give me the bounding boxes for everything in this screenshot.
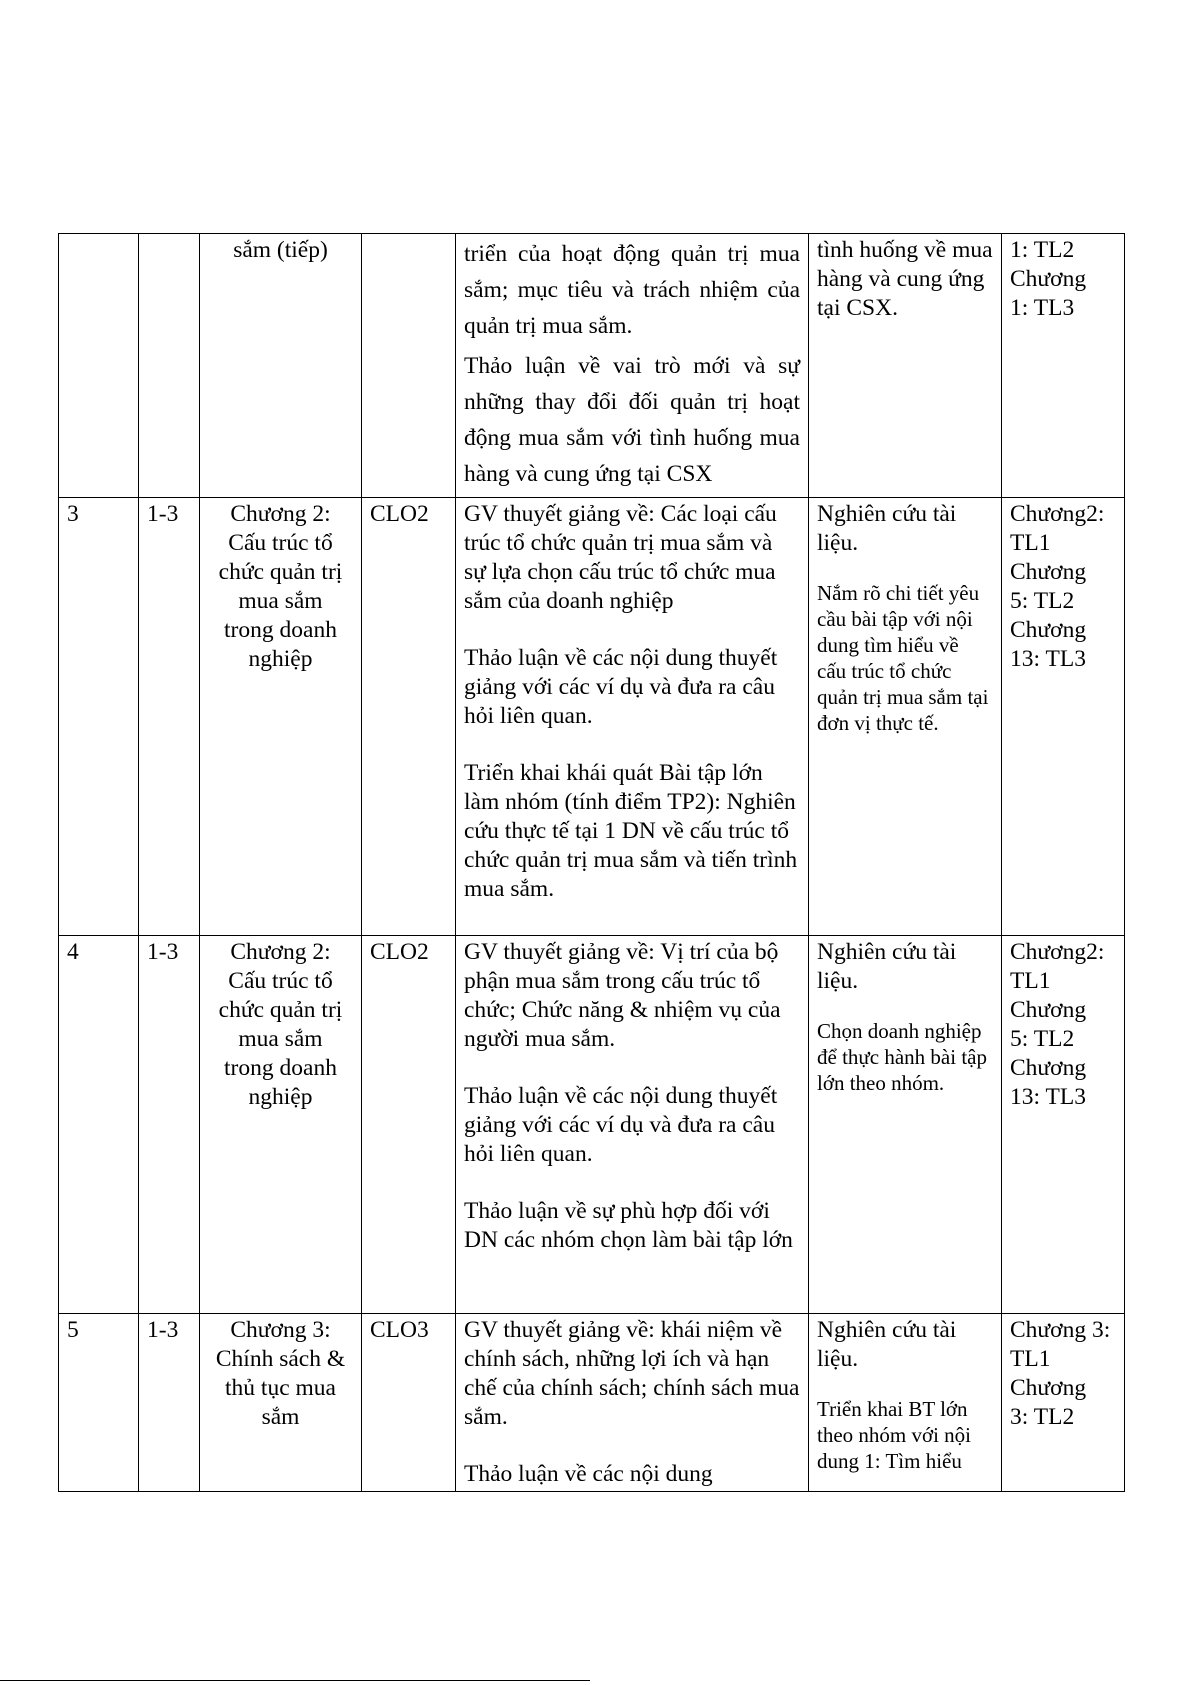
week-cell: 4 (59, 936, 139, 1314)
chapter-cell (200, 1314, 362, 1492)
chapter-line: Chương 3: (230, 1317, 331, 1343)
activity-paragraph: Triển khai khái quát Bài tập lớn làm nhóm (tính điểm TP2): Nghiên cứu thực tế tại 1 DN về cấu trúc tổ chức quản trị mua sắm và tiến trình mua sắm. (464, 760, 798, 902)
chapter-line: Chương 2: (230, 939, 331, 965)
week-cell: 3 (59, 498, 139, 936)
chapter-line: Chính sách & (215, 1346, 346, 1372)
chapter-line: nghiệp (248, 646, 313, 672)
activity-paragraph: Thảo luận về các nội dung thuyết giảng với các ví dụ và đưa ra câu hỏi liên quan. (464, 645, 778, 729)
activity-paragraph: GV thuyết giảng về: khái niệm về chính sách, những lợi ích và hạn chế của chính sách; chính sách mua sắm. (464, 1317, 800, 1430)
self-study-paragraph: Triển khai BT lớn theo nhóm với nội dung 1: Tìm hiểu (817, 1397, 972, 1473)
period-cell: 1-3 (139, 936, 200, 1314)
self-study-cell (809, 234, 1002, 498)
period-cell: 1-3 (139, 1314, 200, 1492)
table-row (59, 498, 1125, 936)
table-row (59, 1314, 1125, 1492)
reference-cell (1002, 498, 1125, 936)
reference-line: TL1 (1010, 1346, 1051, 1372)
reference-line: Chương (1010, 1055, 1087, 1081)
week-cell: 5 (59, 1314, 139, 1492)
activity-paragraph: GV thuyết giảng về: Vị trí của bộ phận mua sắm trong cấu trúc tổ chức; Chức năng & nhiệm vụ của người mua sắm. (464, 939, 781, 1052)
chapter-line: sắm (261, 1404, 300, 1430)
chapter-line: nghiệp (248, 1084, 313, 1110)
chapter-line: trong doanh (224, 617, 337, 643)
reference-line: TL1 (1010, 968, 1051, 994)
reference-line: Chương (1010, 617, 1087, 643)
activity-paragraph: Thảo luận về các nội dung (464, 1461, 713, 1487)
reference-cell (1002, 1314, 1125, 1492)
reference-line: 5: TL2 (1010, 588, 1075, 614)
self-study-cell (809, 936, 1002, 1314)
chapter-line: chức quản trị (218, 997, 343, 1023)
reference-cell (1002, 234, 1125, 498)
self-study-paragraph: Chọn doanh nghiệp để thực hành bài tập lớn theo nhóm. (817, 1019, 987, 1095)
activity-cell (456, 936, 809, 1314)
self-study-paragraph: tình huống về mua hàng và cung ứng tại CSX. (817, 237, 993, 321)
reference-line: Chương2: (1010, 501, 1105, 527)
clo-cell: CLO2 (362, 498, 456, 936)
activity-paragraph: Thảo luận về sự phù hợp đối với DN các nhóm chọn làm bài tập lớn (464, 1198, 793, 1253)
chapter-line: mua sắm (238, 1026, 323, 1052)
chapter-line: mua sắm (238, 588, 323, 614)
period-cell (139, 234, 200, 498)
activity-paragraph: triển của hoạt động quản trị mua sắm; mục tiêu và trách nhiệm của quản trị mua sắm. (464, 241, 800, 339)
chapter-cell (200, 498, 362, 936)
self-study-paragraph: Nghiên cứu tài liệu. (817, 1317, 957, 1372)
chapter-line: Chương 2: (230, 501, 331, 527)
reference-line: 13: TL3 (1010, 1084, 1086, 1110)
self-study-paragraph: Nghiên cứu tài liệu. (817, 939, 957, 994)
reference-line: Chương2: (1010, 939, 1105, 965)
chapter-line: thủ tục mua (225, 1375, 336, 1401)
clo-cell: CLO2 (362, 936, 456, 1314)
reference-line: 1: TL2 (1010, 237, 1075, 263)
chapter-cell (200, 936, 362, 1314)
reference-line: Chương 3: (1010, 1317, 1111, 1343)
reference-line: Chương (1010, 1375, 1087, 1401)
reference-line: 13: TL3 (1010, 646, 1086, 672)
activity-paragraph: Thảo luận về vai trò mới và sự những thay đổi đối quản trị hoạt động mua sắm với tình huống mua hàng và cung ứng tại CSX (464, 353, 800, 487)
chapter-line: trong doanh (224, 1055, 337, 1081)
syllabus-table (58, 233, 1125, 1492)
week-cell (59, 234, 139, 498)
clo-cell: CLO3 (362, 1314, 456, 1492)
activity-cell (456, 498, 809, 936)
activity-cell (456, 1314, 809, 1492)
footnote-separator (0, 1680, 590, 1681)
chapter-cell (200, 234, 362, 498)
reference-cell (1002, 936, 1125, 1314)
reference-line: 1: TL3 (1010, 295, 1075, 321)
chapter-line: chức quản trị (218, 559, 343, 585)
self-study-cell (809, 498, 1002, 936)
self-study-cell (809, 1314, 1002, 1492)
period-cell: 1-3 (139, 498, 200, 936)
activity-paragraph: GV thuyết giảng về: Các loại cấu trúc tổ chức quản trị mua sắm và sự lựa chọn cấu trúc tổ chức mua sắm của doanh nghiệp (464, 501, 777, 614)
reference-line: Chương (1010, 266, 1087, 292)
activity-cell (456, 234, 809, 498)
self-study-paragraph: Nắm rõ chi tiết yêu cầu bài tập với nội dung tìm hiểu về cấu trúc tổ chức quản trị mua sắm tại đơn vị thực tế. (817, 581, 989, 735)
activity-paragraph: Thảo luận về các nội dung thuyết giảng với các ví dụ và đưa ra câu hỏi liên quan. (464, 1083, 778, 1167)
reference-line: 5: TL2 (1010, 1026, 1075, 1052)
chapter-line: sắm (tiếp) (233, 237, 328, 263)
self-study-paragraph: Nghiên cứu tài liệu. (817, 501, 957, 556)
chapter-line: Cấu trúc tổ (228, 968, 333, 994)
clo-cell (362, 234, 456, 498)
table-row (59, 936, 1125, 1314)
table-row (59, 234, 1125, 498)
chapter-line: Cấu trúc tổ (228, 530, 333, 556)
reference-line: Chương (1010, 997, 1087, 1023)
reference-line: 3: TL2 (1010, 1404, 1075, 1430)
reference-line: TL1 (1010, 530, 1051, 556)
reference-line: Chương (1010, 559, 1087, 585)
